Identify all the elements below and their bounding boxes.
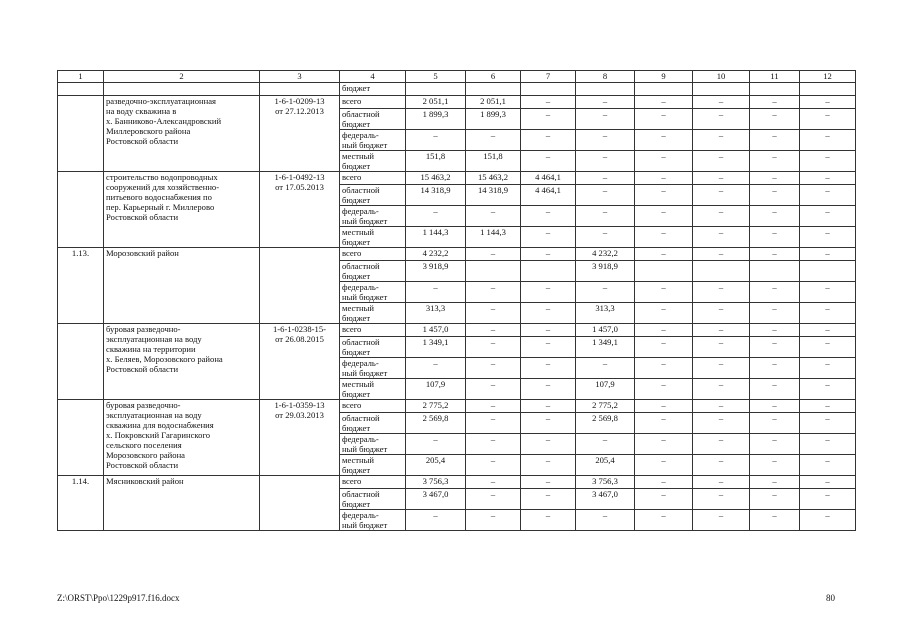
amount-cell: 205,4 <box>406 455 466 476</box>
amount-cell: – <box>406 510 466 531</box>
amount-cell: – <box>466 358 521 379</box>
amount-cell: – <box>750 227 800 248</box>
amount-cell <box>635 83 693 96</box>
row-number: 1.14. <box>58 476 104 531</box>
budget-level: федераль- ный бюджет <box>340 206 406 227</box>
object-name: строительство водопроводных сооружений для хозяйственно- питьевого водоснабжения по пер. Карьерный г. Миллерово Ростовской области <box>104 172 260 248</box>
amount-cell: – <box>521 489 576 510</box>
amount-cell: – <box>521 434 576 455</box>
amount-cell: – <box>750 151 800 172</box>
amount-cell: – <box>466 476 521 489</box>
amount-cell <box>521 83 576 96</box>
amount-cell: – <box>693 206 750 227</box>
budget-level: федераль- ный бюджет <box>340 130 406 151</box>
document-code <box>260 83 340 96</box>
amount-cell: – <box>466 303 521 324</box>
table-row <box>58 83 856 96</box>
amount-cell: 2 051,1 <box>466 96 521 109</box>
amount-cell: – <box>693 489 750 510</box>
amount-cell: – <box>466 206 521 227</box>
budget-table-body <box>58 71 856 531</box>
budget-level: всего <box>340 96 406 109</box>
table-row <box>58 248 856 261</box>
amount-cell: – <box>521 379 576 400</box>
amount-cell: – <box>800 227 856 248</box>
amount-cell: – <box>521 282 576 303</box>
amount-cell: – <box>693 455 750 476</box>
amount-cell: 1 349,1 <box>406 337 466 358</box>
amount-cell <box>466 261 521 282</box>
amount-cell: – <box>800 109 856 130</box>
amount-cell: – <box>635 227 693 248</box>
amount-cell: – <box>635 324 693 337</box>
amount-cell: – <box>693 109 750 130</box>
amount-cell: – <box>800 206 856 227</box>
amount-cell <box>406 83 466 96</box>
amount-cell <box>466 83 521 96</box>
amount-cell <box>800 83 856 96</box>
amount-cell: – <box>576 96 635 109</box>
amount-cell: – <box>750 185 800 206</box>
amount-cell: – <box>406 358 466 379</box>
row-number <box>58 400 104 476</box>
amount-cell: 4 464,1 <box>521 172 576 185</box>
amount-cell: – <box>635 358 693 379</box>
amount-cell: – <box>693 172 750 185</box>
column-number: 12 <box>800 71 856 83</box>
amount-cell: – <box>576 206 635 227</box>
amount-cell <box>521 261 576 282</box>
amount-cell: 1 899,3 <box>466 109 521 130</box>
budget-level: федераль- ный бюджет <box>340 358 406 379</box>
amount-cell: – <box>635 379 693 400</box>
amount-cell: – <box>635 185 693 206</box>
budget-level: бюджет <box>340 83 406 96</box>
amount-cell: – <box>406 282 466 303</box>
amount-cell: 1 899,3 <box>406 109 466 130</box>
amount-cell: – <box>466 455 521 476</box>
amount-cell: – <box>800 248 856 261</box>
amount-cell: – <box>406 206 466 227</box>
amount-cell: – <box>693 185 750 206</box>
column-number: 2 <box>104 71 260 83</box>
amount-cell: – <box>466 248 521 261</box>
amount-cell: – <box>750 96 800 109</box>
amount-cell: – <box>521 206 576 227</box>
table-row <box>58 324 856 337</box>
amount-cell: – <box>693 282 750 303</box>
amount-cell: – <box>521 400 576 413</box>
row-number <box>58 172 104 248</box>
amount-cell: – <box>521 358 576 379</box>
amount-cell: – <box>693 358 750 379</box>
amount-cell: 3 918,9 <box>576 261 635 282</box>
document-code: 1-6-1-0209-13 от 27.12.2013 <box>260 96 340 172</box>
amount-cell: – <box>466 510 521 531</box>
amount-cell: 151,8 <box>406 151 466 172</box>
amount-cell: – <box>750 379 800 400</box>
amount-cell: – <box>750 358 800 379</box>
amount-cell: – <box>406 434 466 455</box>
amount-cell: – <box>750 172 800 185</box>
budget-level: областной бюджет <box>340 261 406 282</box>
amount-cell: – <box>521 476 576 489</box>
amount-cell: – <box>466 413 521 434</box>
amount-cell: – <box>521 227 576 248</box>
amount-cell: 2 569,8 <box>576 413 635 434</box>
amount-cell: – <box>635 510 693 531</box>
amount-cell: – <box>800 151 856 172</box>
amount-cell: – <box>750 434 800 455</box>
amount-cell: – <box>466 130 521 151</box>
amount-cell: 151,8 <box>466 151 521 172</box>
amount-cell: – <box>750 303 800 324</box>
amount-cell: – <box>693 303 750 324</box>
object-name: буровая разведочно- эксплуатационная на воду скважина для водоснабжения х. Покровский Гагаринского сельского поселения Морозовского района Ростовской области <box>104 400 260 476</box>
budget-table <box>57 70 856 531</box>
amount-cell: 3 756,3 <box>406 476 466 489</box>
amount-cell: 107,9 <box>576 379 635 400</box>
column-number: 3 <box>260 71 340 83</box>
amount-cell: – <box>635 206 693 227</box>
amount-cell: – <box>635 413 693 434</box>
amount-cell: – <box>521 303 576 324</box>
amount-cell: – <box>406 130 466 151</box>
amount-cell: – <box>576 109 635 130</box>
amount-cell: – <box>521 337 576 358</box>
amount-cell: 313,3 <box>576 303 635 324</box>
table-row <box>58 400 856 413</box>
amount-cell: – <box>576 130 635 151</box>
amount-cell: 14 318,9 <box>406 185 466 206</box>
document-code: 1-6-1-0238-15- от 26.08.2015 <box>260 324 340 400</box>
column-number: 9 <box>635 71 693 83</box>
object-name: Мясниковский район <box>104 476 260 531</box>
amount-cell: 1 457,0 <box>406 324 466 337</box>
document-code: 1-6-1-0359-13 от 29.03.2013 <box>260 400 340 476</box>
amount-cell: – <box>693 130 750 151</box>
amount-cell: – <box>466 337 521 358</box>
amount-cell: 3 467,0 <box>576 489 635 510</box>
amount-cell: 313,3 <box>406 303 466 324</box>
amount-cell: – <box>693 151 750 172</box>
amount-cell: – <box>800 358 856 379</box>
budget-level: местный бюджет <box>340 227 406 248</box>
budget-level: всего <box>340 324 406 337</box>
column-number: 8 <box>576 71 635 83</box>
amount-cell: – <box>576 358 635 379</box>
budget-level: областной бюджет <box>340 185 406 206</box>
amount-cell: 2 569,8 <box>406 413 466 434</box>
amount-cell <box>800 261 856 282</box>
amount-cell: 2 051,1 <box>406 96 466 109</box>
budget-level: областной бюджет <box>340 489 406 510</box>
amount-cell: – <box>800 324 856 337</box>
amount-cell: 15 463,2 <box>406 172 466 185</box>
amount-cell: – <box>635 303 693 324</box>
amount-cell: – <box>750 248 800 261</box>
amount-cell: – <box>693 248 750 261</box>
amount-cell: – <box>800 185 856 206</box>
amount-cell: – <box>521 413 576 434</box>
amount-cell: 2 775,2 <box>576 400 635 413</box>
amount-cell: – <box>635 434 693 455</box>
amount-cell: – <box>635 172 693 185</box>
amount-cell: – <box>466 434 521 455</box>
budget-level: местный бюджет <box>340 379 406 400</box>
amount-cell: – <box>635 109 693 130</box>
amount-cell: – <box>635 489 693 510</box>
amount-cell: 3 756,3 <box>576 476 635 489</box>
amount-cell: – <box>800 434 856 455</box>
amount-cell: – <box>800 476 856 489</box>
amount-cell: – <box>693 227 750 248</box>
amount-cell: 2 775,2 <box>406 400 466 413</box>
amount-cell: – <box>576 282 635 303</box>
column-number: 10 <box>693 71 750 83</box>
amount-cell: – <box>635 282 693 303</box>
amount-cell: – <box>800 96 856 109</box>
amount-cell: – <box>521 109 576 130</box>
column-number: 4 <box>340 71 406 83</box>
amount-cell: – <box>635 151 693 172</box>
column-number: 11 <box>750 71 800 83</box>
amount-cell: – <box>750 400 800 413</box>
amount-cell: – <box>521 151 576 172</box>
amount-cell: – <box>466 282 521 303</box>
budget-level: федераль- ный бюджет <box>340 434 406 455</box>
column-number: 1 <box>58 71 104 83</box>
budget-level: федераль- ный бюджет <box>340 510 406 531</box>
amount-cell: – <box>750 206 800 227</box>
budget-level: федераль- ный бюджет <box>340 282 406 303</box>
document-code <box>260 248 340 324</box>
amount-cell: – <box>750 510 800 531</box>
column-number: 5 <box>406 71 466 83</box>
amount-cell: – <box>800 282 856 303</box>
amount-cell: – <box>466 324 521 337</box>
amount-cell: 15 463,2 <box>466 172 521 185</box>
document-code: 1-6-1-0492-13 от 17.05.2013 <box>260 172 340 248</box>
amount-cell: – <box>750 109 800 130</box>
amount-cell: – <box>521 96 576 109</box>
budget-level: местный бюджет <box>340 303 406 324</box>
amount-cell: – <box>800 303 856 324</box>
amount-cell: 14 318,9 <box>466 185 521 206</box>
row-number <box>58 83 104 96</box>
row-number <box>58 324 104 400</box>
amount-cell: 205,4 <box>576 455 635 476</box>
budget-level: местный бюджет <box>340 455 406 476</box>
amount-cell: 1 457,0 <box>576 324 635 337</box>
column-number-row <box>58 71 856 83</box>
amount-cell: – <box>693 434 750 455</box>
budget-level: всего <box>340 476 406 489</box>
row-number <box>58 96 104 172</box>
amount-cell: – <box>800 510 856 531</box>
amount-cell: – <box>800 455 856 476</box>
amount-cell: – <box>521 510 576 531</box>
amount-cell: – <box>800 172 856 185</box>
budget-level: всего <box>340 248 406 261</box>
amount-cell: 3 467,0 <box>406 489 466 510</box>
amount-cell: – <box>750 337 800 358</box>
amount-cell: – <box>576 151 635 172</box>
budget-level: местный бюджет <box>340 151 406 172</box>
amount-cell: – <box>693 379 750 400</box>
amount-cell: – <box>750 324 800 337</box>
amount-cell: – <box>576 434 635 455</box>
amount-cell: – <box>750 476 800 489</box>
object-name <box>104 83 260 96</box>
amount-cell: – <box>635 476 693 489</box>
amount-cell: 4 464,1 <box>521 185 576 206</box>
amount-cell: 1 144,3 <box>466 227 521 248</box>
column-number: 6 <box>466 71 521 83</box>
document-code <box>260 476 340 531</box>
amount-cell: 1 144,3 <box>406 227 466 248</box>
table-row <box>58 172 856 185</box>
column-number: 7 <box>521 71 576 83</box>
amount-cell: – <box>576 172 635 185</box>
row-number: 1.13. <box>58 248 104 324</box>
amount-cell <box>693 83 750 96</box>
amount-cell: 4 232,2 <box>406 248 466 261</box>
amount-cell: 4 232,2 <box>576 248 635 261</box>
table-row <box>58 96 856 109</box>
amount-cell: – <box>576 185 635 206</box>
amount-cell: – <box>635 248 693 261</box>
budget-level: всего <box>340 400 406 413</box>
amount-cell: – <box>693 324 750 337</box>
amount-cell: – <box>800 413 856 434</box>
amount-cell: – <box>521 455 576 476</box>
amount-cell: – <box>521 130 576 151</box>
amount-cell: – <box>750 413 800 434</box>
amount-cell: – <box>466 400 521 413</box>
amount-cell <box>750 261 800 282</box>
amount-cell: 3 918,9 <box>406 261 466 282</box>
amount-cell: – <box>693 96 750 109</box>
amount-cell: – <box>466 489 521 510</box>
amount-cell: – <box>693 400 750 413</box>
amount-cell: – <box>635 337 693 358</box>
budget-level: всего <box>340 172 406 185</box>
amount-cell: – <box>635 400 693 413</box>
amount-cell: – <box>466 379 521 400</box>
amount-cell: – <box>693 476 750 489</box>
amount-cell: – <box>635 130 693 151</box>
footer-page-number: 80 <box>826 593 835 603</box>
amount-cell <box>576 83 635 96</box>
amount-cell: – <box>576 227 635 248</box>
amount-cell <box>750 83 800 96</box>
amount-cell: – <box>800 130 856 151</box>
object-name: разведочно-эксплуатационная на воду скважина в х. Банниково-Александровский Миллеровского района Ростовской области <box>104 96 260 172</box>
footer-file-path: Z:\ORST\Ppo\1229p917.f16.docx <box>57 593 180 603</box>
object-name: буровая разведочно- эксплуатационная на воду скважина на территории х. Беляев, Морозовского района Ростовской области <box>104 324 260 400</box>
amount-cell: – <box>635 96 693 109</box>
amount-cell: – <box>800 379 856 400</box>
table-row <box>58 476 856 489</box>
budget-level: областной бюджет <box>340 413 406 434</box>
amount-cell: – <box>750 455 800 476</box>
amount-cell: – <box>693 510 750 531</box>
amount-cell: – <box>800 337 856 358</box>
amount-cell <box>693 261 750 282</box>
amount-cell: – <box>750 489 800 510</box>
amount-cell: – <box>693 337 750 358</box>
amount-cell: – <box>693 413 750 434</box>
budget-level: областной бюджет <box>340 109 406 130</box>
amount-cell: 1 349,1 <box>576 337 635 358</box>
amount-cell: – <box>800 400 856 413</box>
amount-cell: – <box>750 282 800 303</box>
amount-cell: 107,9 <box>406 379 466 400</box>
amount-cell: – <box>576 510 635 531</box>
object-name: Морозовский район <box>104 248 260 324</box>
amount-cell: – <box>800 489 856 510</box>
amount-cell <box>635 261 693 282</box>
amount-cell: – <box>750 130 800 151</box>
amount-cell: – <box>521 248 576 261</box>
amount-cell: – <box>521 324 576 337</box>
amount-cell: – <box>635 455 693 476</box>
budget-level: областной бюджет <box>340 337 406 358</box>
